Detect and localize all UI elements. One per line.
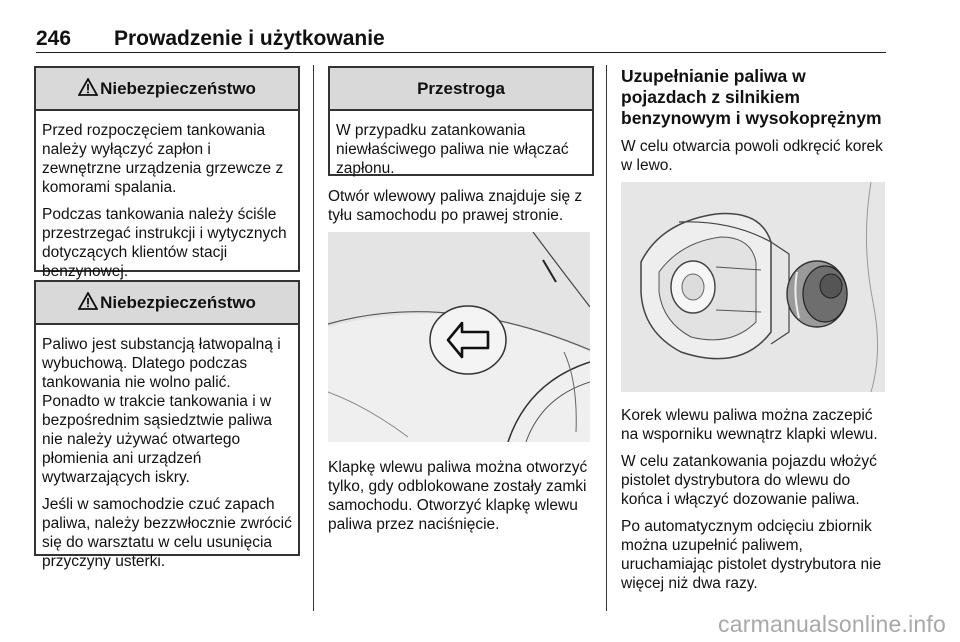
column-divider-right bbox=[606, 65, 607, 611]
watermark: carmanualsonline.info bbox=[718, 611, 946, 637]
section-heading: Uzupełnianie paliwa w pojazdach z silnikiem benzynowym i wysokoprężnym bbox=[621, 66, 882, 128]
fuel-filler-location-text bbox=[328, 187, 594, 233]
warning-box-header bbox=[36, 68, 298, 111]
warning-paragraph: Podczas tankowania należy ściśle przestrzegać instrukcji i wytycznych dotyczących klientów stacji benzynowej. bbox=[42, 206, 287, 280]
body-paragraph: Korek wlewu paliwa można zaczepić na wsporniku wewnątrz klapki wlewu. bbox=[621, 407, 878, 443]
warning-heading: Niebezpieczeństwo bbox=[100, 293, 256, 312]
caution-heading: Przestroga bbox=[417, 79, 505, 98]
caution-paragraph: W przypadku zatankowania niewłaściwego paliwa nie włączać zapłonu. bbox=[336, 122, 569, 177]
caution-box bbox=[328, 66, 594, 176]
refuelling-section bbox=[621, 66, 887, 183]
fuel-flap-drawing bbox=[328, 232, 590, 442]
column-divider-left bbox=[313, 65, 314, 611]
body-paragraph: W celu otwarcia powoli odkręcić korek w lewo. bbox=[621, 138, 883, 174]
warning-paragraph: Przed rozpoczęciem tankowania należy wyłączyć zapłon i zewnętrzne urządzenia grzewcze z komorami spalania. bbox=[42, 122, 284, 196]
fuel-cap-drawing bbox=[621, 182, 885, 392]
page-header bbox=[36, 26, 886, 53]
warning-box-header bbox=[36, 282, 298, 325]
warning-paragraph: Paliwo jest substancją łatwopalną i wybuchową. Dlatego podczas tankowania nie wolno palić. Ponadto w trakcie tankowania i w bezpośrednim sąsiedztwie paliwa nie należy używać otwartego płomienia ani urządzeń wytwarzających iskry. bbox=[42, 336, 281, 486]
page-number: 246 bbox=[36, 27, 72, 50]
warning-triangle-icon bbox=[78, 292, 98, 310]
fuel-flap-open-text bbox=[328, 458, 594, 542]
warning-box-flammable bbox=[34, 280, 300, 570]
body-paragraph: Otwór wlewowy paliwa znajduje się z tyłu samochodu po prawej stronie. bbox=[328, 188, 583, 224]
fuel-cap-illustration bbox=[621, 182, 885, 392]
fuel-flap-illustration bbox=[328, 232, 590, 442]
warning-heading: Niebezpieczeństwo bbox=[100, 79, 256, 98]
body-paragraph: W celu zatankowania pojazdu włożyć pistolet dystrybutora do wlewu do końca i włączyć dozowanie paliwa. bbox=[621, 453, 877, 508]
warning-triangle-icon bbox=[78, 78, 98, 96]
caution-box-header bbox=[330, 68, 592, 111]
body-paragraph: Po automatycznym odcięciu zbiornik można uzupełnić paliwem, uruchamiając pistolet dystrybutora nie więcej niż dwa razy. bbox=[621, 518, 882, 592]
warning-paragraph: Jeśli w samochodzie czuć zapach paliwa, należy bezzwłocznie zwrócić się do warsztatu w celu usunięcia przyczyny usterki. bbox=[42, 496, 292, 570]
refuelling-instructions bbox=[621, 406, 889, 601]
body-paragraph: Klapkę wlewu paliwa można otworzyć tylko, gdy odblokowane zostały zamki samochodu. Otworzyć klapkę wlewu paliwa przez naciśnięcie. bbox=[328, 459, 588, 533]
warning-box-ignition bbox=[34, 66, 300, 280]
page-title: Prowadzenie i użytkowanie bbox=[114, 27, 385, 50]
